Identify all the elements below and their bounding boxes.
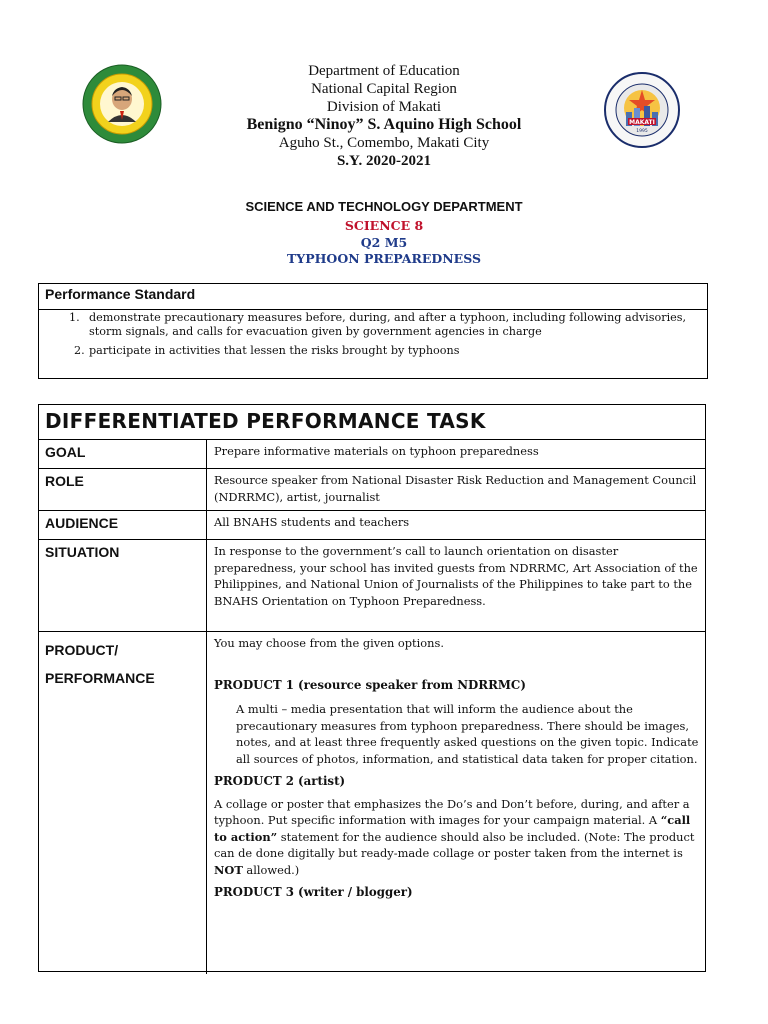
product-1-text: A multi – media presentation that will inform the audience about the precautionary measures from typhoon preparedness. There should be images, notes, and at least three frequently asked questions on the given topic. Indicate all sources of photos, information, and statistical data taken for proper citation. xyxy=(236,702,699,766)
list-item xyxy=(39,344,707,358)
product-label-1: PRODUCT/ xyxy=(45,642,119,658)
audience-value: All BNAHS students and teachers xyxy=(214,515,410,529)
list-text: participate in activities that lessen the risks brought by typhoons xyxy=(89,344,460,357)
region-name: National Capital Region xyxy=(311,81,457,97)
row-label: ROLE xyxy=(39,469,207,510)
situation-value: In response to the government’s call to launch orientation on disaster preparedness, your school has invited guests from NDRRMC, Art Association of the Philippines, and National Union of Journalists of the Philippines to take part to the BNAHS Orientation on Typhoon Preparedness. xyxy=(214,544,698,608)
table-row-audience xyxy=(39,511,705,540)
list-number: 2. xyxy=(74,344,85,357)
list-item xyxy=(39,311,707,339)
list-text: demonstrate precautionary measures before, during, and after a typhoon, including following advisories, storm signals, and calls for evacuation given by government agencies in charge xyxy=(89,311,687,338)
table-row-situation xyxy=(39,540,705,632)
row-label: AUDIENCE xyxy=(39,511,207,539)
makati-banner-text: MAKATI xyxy=(629,119,655,126)
performance-standard-title: Performance Standard xyxy=(39,284,707,310)
product-2-text-a: A collage or poster that emphasizes the Do’s and Don’t before, during, and after a typhoon. Put specific information with images for your campaign material. A xyxy=(214,796,690,827)
school-address: Aguho St., Comembo, Makati City xyxy=(278,135,490,151)
product-1-title: PRODUCT 1 (resource speaker from NDRRMC) xyxy=(214,677,526,692)
logo-year: 1995 xyxy=(636,129,648,134)
task-title: DIFFERENTIATED PERFORMANCE TASK xyxy=(39,405,705,440)
table-row-role xyxy=(39,469,705,511)
product-intro: You may choose from the given options. xyxy=(214,636,444,650)
product-2-text xyxy=(214,796,699,879)
row-label: SITUATION xyxy=(39,540,207,631)
department-title: SCIENCE AND TECHNOLOGY DEPARTMENT xyxy=(245,199,523,214)
topic-title: TYPHOON PREPAREDNESS xyxy=(287,251,481,266)
performance-task-table xyxy=(38,404,706,972)
product-label-2: PERFORMANCE xyxy=(45,670,155,686)
division-name: Division of Makati xyxy=(326,99,442,115)
agency-name: Department of Education xyxy=(308,63,460,79)
table-row-product xyxy=(39,632,705,974)
not-emphasis: NOT xyxy=(214,862,243,877)
product-3-title: PRODUCT 3 (writer / blogger) xyxy=(214,885,413,899)
call-to-action-emphasis: “call to action” xyxy=(214,813,691,844)
product-2-text-c: allowed.) xyxy=(242,862,300,877)
quarter-module: Q2 M5 xyxy=(360,235,408,250)
product-2-text-b: statement for the audience should also be included. (Note: The product can de done digitally but ready-made collage or poster taken from the internet is xyxy=(214,829,695,860)
performance-standard-list xyxy=(39,311,707,358)
school-year: S.Y. 2020-2021 xyxy=(336,153,432,169)
table-row-goal xyxy=(39,440,705,469)
goal-value: Prepare informative materials on typhoon preparedness xyxy=(214,444,539,458)
product-value xyxy=(207,632,705,904)
row-label xyxy=(39,632,207,974)
role-value: Resource speaker from National Disaster Risk Reduction and Management Council (NDRRMC), artist, journalist xyxy=(214,473,697,504)
deped-makati-logo xyxy=(604,72,680,148)
subject-title: SCIENCE 8 xyxy=(344,218,424,233)
row-label: GOAL xyxy=(39,440,207,468)
product-2-title: PRODUCT 2 (artist) xyxy=(214,774,346,788)
performance-standard-box xyxy=(38,283,708,379)
school-name: Benigno “Ninoy” S. Aquino High School xyxy=(246,116,522,133)
list-number: 1. xyxy=(69,311,80,324)
